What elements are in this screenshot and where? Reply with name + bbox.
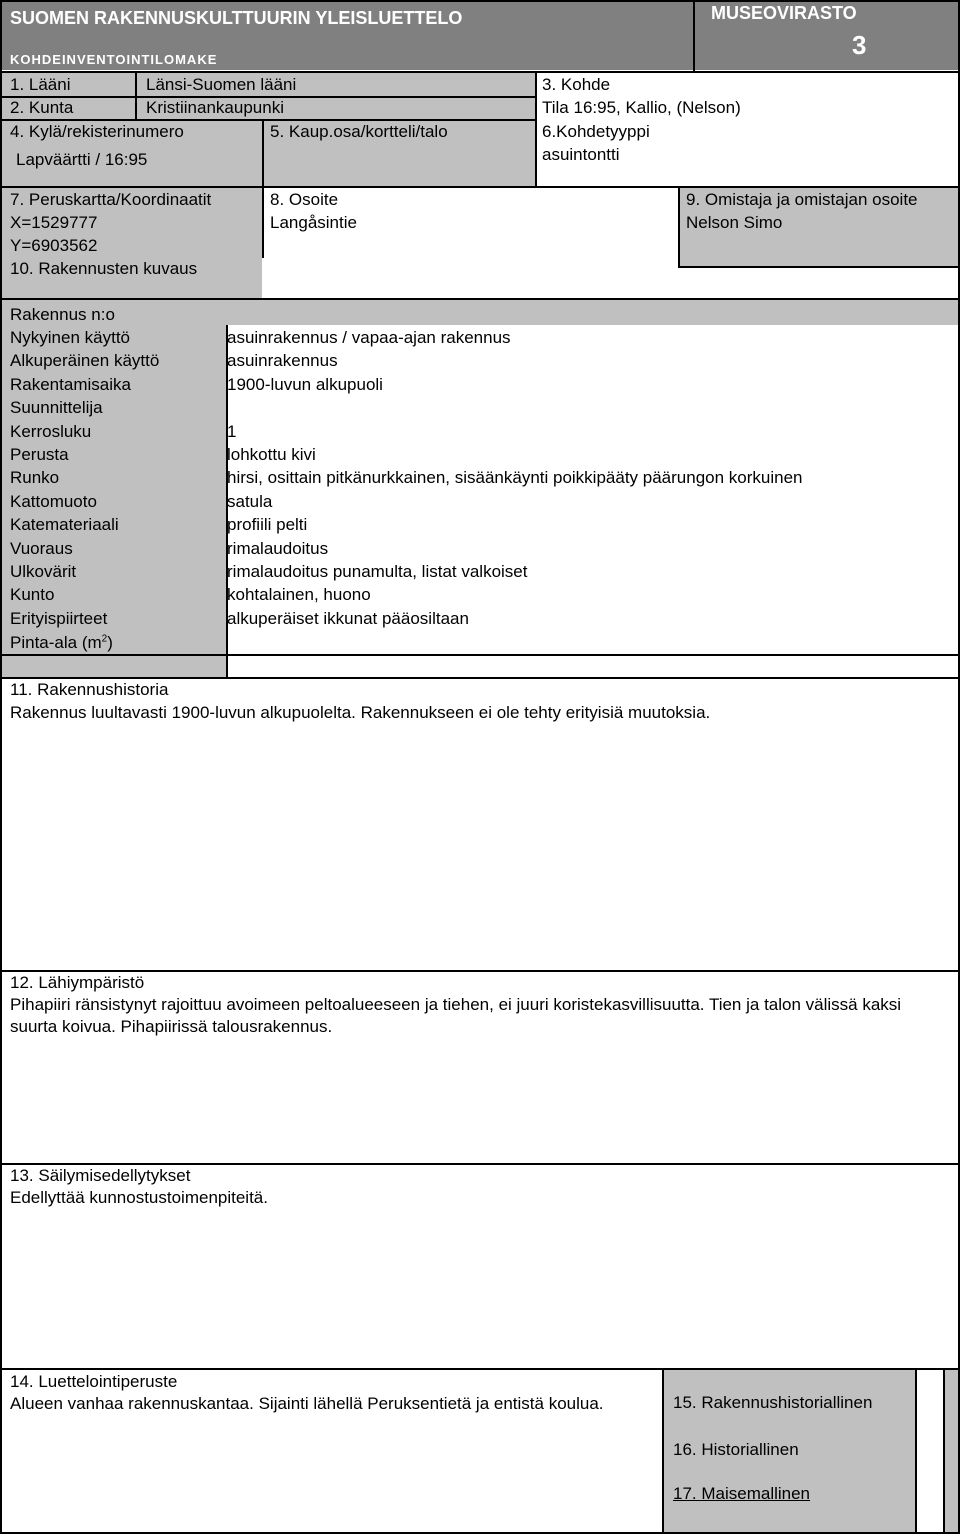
building-row-value: lohkottu kivi [227,445,316,464]
building-row-value: hirsi, osittain pitkänurkkainen, sisäänkäynti poikkipääty päärungon korkuinen [227,468,803,487]
kyla-value: Lapväärtti / 16:95 [16,150,148,169]
building-row-label: Rakentamisaika [10,375,131,394]
omistaja-value: Nelson Simo [686,213,783,232]
building-row-value: asuinrakennus [227,351,338,370]
building-row-value: rimalaudoitus punamulta, listat valkoiset [227,562,528,581]
building-row-value: 1900-luvun alkupuoli [227,375,383,394]
kohdetyyppi-label: 6.Kohdetyyppi [542,122,650,141]
x-coordinate: X=1529777 [10,213,98,232]
building-row-label: Kunto [10,585,55,604]
form-title: SUOMEN RAKENNUSKULTTUURIN YLEISLUETTELO [10,8,463,28]
building-row-label: Katemateriaali [10,515,119,534]
osoite-value: Langåsintie [270,213,357,232]
peruskartta-label: 7. Peruskartta/Koordinaatit [10,190,212,209]
history-label: 11. Rakennushistoria [10,680,169,699]
kunta-label: 2. Kunta [10,98,74,117]
building-row-value: satula [227,492,273,511]
y-coordinate: Y=6903562 [10,236,98,255]
kohde-value: Tila 16:95, Kallio, (Nelson) [542,98,741,117]
laani-value: Länsi-Suomen lääni [146,75,297,94]
conditions-text: Edellyttää kunnostustoimenpiteitä. [10,1188,268,1207]
laani-label: 1. Lääni [10,75,71,94]
surroundings-label: 12. Lähiympäristö [10,973,145,992]
kyla-label: 4. Kylä/rekisterinumero [10,122,184,141]
history-text: Rakennus luultavasti 1900-luvun alkupuolelta. Rakennukseen ei ole tehty erityisiä muutoksia. [10,703,711,722]
building-number-label: Rakennus n:o [10,305,115,324]
basis-label: 14. Luettelointiperuste [10,1372,178,1391]
building-row-value: kohtalainen, huono [227,585,371,604]
form-subtitle: KOHDEINVENTOINTILOMAKE [10,52,218,67]
kohde-label: 3. Kohde [542,75,611,94]
criterion-landscape: 17. Maisemallinen [673,1484,811,1503]
osoite-label: 8. Osoite [270,190,339,209]
building-row-label: Kerrosluku [10,422,92,441]
basis-text: Alueen vanhaa rakennuskantaa. Sijainti lähellä Peruksentietä ja entistä koulua. [10,1394,604,1413]
kunta-value: Kristiinankaupunki [146,98,284,117]
building-row-label: Alkuperäinen käyttö [10,351,160,370]
omistaja-label: 9. Omistaja ja omistajan osoite [686,190,918,209]
building-row-label: Nykyinen käyttö [10,328,130,347]
building-row-label: Suunnittelija [10,398,103,417]
building-row-label: Perusta [10,445,69,464]
building-row-label: Erityispiirteet [10,609,108,628]
criterion-historical: 16. Historiallinen [673,1440,799,1459]
building-row-label: Vuoraus [10,539,73,558]
area-label: Pinta-ala $(m^2)$ [10,633,113,652]
building-row-value: rimalaudoitus [227,539,329,558]
building-row-value: asuinrakennus / vapaa-ajan rakennus [227,328,511,347]
criterion-architectural-history: 15. Rakennushistoriallinen [673,1393,873,1412]
kaupunginosa-label: 5. Kaup.osa/kortteli/talo [270,122,448,141]
building-row-label: Ulkovärit [10,562,77,581]
conditions-label: 13. Säilymisedellytykset [10,1166,191,1185]
page-number: 3 [852,30,867,60]
kuvaus-label: 10. Rakennusten kuvaus [10,259,198,278]
building-row-label: Kattomuoto [10,492,97,511]
building-row-value: profiili pelti [227,515,308,534]
kohdetyyppi-value: asuintontti [542,145,620,164]
building-row-value: 1 [227,422,237,441]
building-row-value: alkuperäiset ikkunat pääosiltaan [227,609,469,628]
organization-name: MUSEOVIRASTO [711,3,857,23]
surroundings-text: Pihapiiri ränsistynyt rajoittuu avoimeen peltoalueeseen ja tiehen, ei juuri koristekasvillisuutta. Tien ja talon välissä kaksi suurta koivua. Pihapiirissä talousrakennus. [10,995,902,1036]
building-row-label: Runko [10,468,60,487]
